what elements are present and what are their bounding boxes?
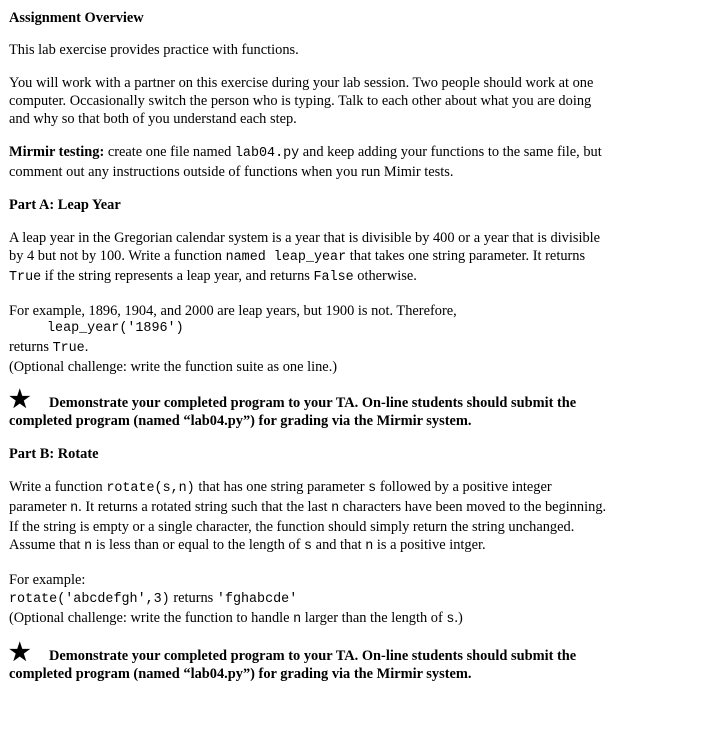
document-body [9,9,697,683]
part-b-heading: Part B: Rotate [9,446,99,462]
returns-text: returns [9,339,53,355]
param-s: s [368,481,377,496]
star-icon: ★ [9,640,31,666]
demo-line [9,387,697,413]
rotate-example-result: 'fghabcde' [216,592,298,607]
part-b-line: If the string is empty or a single character, the function should simply return the string unchanged. [9,519,575,535]
rotate-example-call: rotate('abcdefgh',3) [9,592,170,607]
demo-line: completed program (named “lab04.py”) for grading via the Mirmir system. [9,413,472,429]
overview-intro: This lab exercise provides practice with functions. [9,42,299,58]
param-n: n [365,539,374,554]
part-b-text: Write a function [9,479,107,495]
param-s: s [304,539,313,554]
partner-line: computer. Occasionally switch the person who is typing. Talk to each other about what you are doing [9,93,592,109]
false-literal: False [313,270,354,285]
leap-year-function-name: named leap_year [225,250,347,265]
part-b-line [9,478,697,498]
example-label: For example: [9,572,86,588]
overview-heading: Assignment Overview [9,10,144,26]
returns-value: True [52,341,85,356]
part-a-description [9,229,697,287]
demo-note-a [9,387,697,430]
part-b-text: is a positive intger. [373,537,486,553]
part-a-text: if the string represents a leap year, and returns [41,268,314,284]
part-a-text: otherwise. [353,268,417,284]
mimir-filename: lab04.py [234,146,300,161]
true-literal: True [9,270,42,285]
mimir-text: create one file named [104,144,235,160]
leap-year-example-call: leap_year('1896') [47,321,184,336]
part-b-text: parameter [9,499,71,515]
part-b-challenge [9,609,697,629]
partner-paragraph [9,74,697,128]
part-a-text: by 4 but not by 100. Write a function [9,248,226,264]
part-b-text: is less than or equal to the length of [92,537,305,553]
rotate-example-line [9,589,697,609]
partner-line: You will work with a partner on this exercise during your lab session. Two people should work at one [9,75,594,91]
star-icon: ★ [9,387,31,413]
mimir-paragraph [9,143,697,181]
demo-note-b [9,640,697,683]
demo-line [9,640,697,666]
part-b-text: and that [312,537,366,553]
part-b-line [9,498,697,518]
param-n: n [84,539,93,554]
part-a-line [9,247,697,267]
part-a-example [9,302,697,376]
rotate-signature: rotate(s,n) [106,481,195,496]
part-b-text: followed by a positive integer [376,479,552,495]
partner-line: and why so that both of you understand each step. [9,111,297,127]
demo-line: completed program (named “lab04.py”) for grading via the Mirmir system. [9,666,472,682]
demo-text: Demonstrate your completed program to your TA. On-line students should submit the [49,648,577,664]
part-b-text: Assume that [9,537,85,553]
example-returns [9,338,697,358]
returns-text: returns [169,590,217,606]
challenge-text: larger than the length of [301,610,447,626]
part-a-line [9,267,697,287]
mimir-line [9,143,697,163]
part-b-line [9,536,697,556]
part-a-text: that takes one string parameter. It returns [346,248,586,264]
part-b-example [9,571,697,629]
part-a-heading: Part A: Leap Year [9,197,121,213]
param-n: n [293,612,302,627]
part-a-line: A leap year in the Gregorian calendar system is a year that is divisible by 400 or a year that is divisible [9,230,601,246]
mimir-line: comment out any instructions outside of functions when you run Mimir tests. [9,164,454,180]
returns-text: . [84,339,89,355]
mimir-label: Mirmir testing: [9,144,105,160]
challenge-text: .) [454,610,463,626]
part-b-text: characters have been moved to the beginning. [339,499,607,515]
part-b-description [9,478,697,556]
mimir-text: and keep adding your functions to the same file, but [299,144,602,160]
part-b-text: that has one string parameter [194,479,369,495]
param-n: n [331,501,340,516]
demo-text: Demonstrate your completed program to your TA. On-line students should submit the [49,395,577,411]
part-b-text: . It returns a rotated string such that the last [78,499,332,515]
part-a-challenge: (Optional challenge: write the function suite as one line.) [9,359,338,375]
challenge-text: (Optional challenge: write the function to handle [9,610,294,626]
example-line: For example, 1896, 1904, and 2000 are leap years, but 1900 is not. Therefore, [9,303,457,319]
param-n: n [70,501,79,516]
param-s: s [446,612,455,627]
